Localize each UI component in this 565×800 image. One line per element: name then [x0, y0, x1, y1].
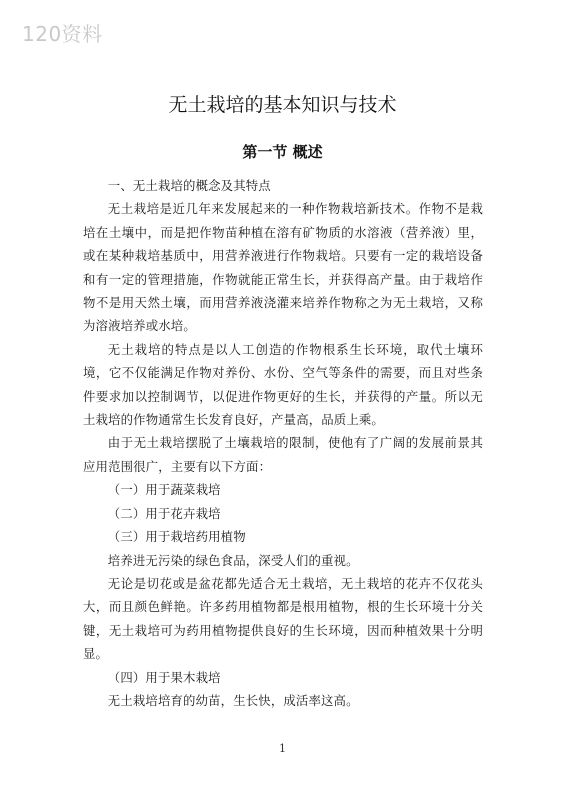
watermark: 120资料 [22, 22, 103, 46]
list-item: （四）用于果木栽培 [107, 669, 221, 685]
list-item: （三）用于栽培药用植物 [107, 529, 246, 545]
paragraph: 无土栽培的特点是以人工创造的作物根系生长环境，取代土壤环境，它不仅能满足作物对养份、水份、空气等条件的需要，而且对些条件要求加以控制调节，以促进作物更好的生长，并获得的产量。所以无土栽培的作物通常生长发育良好，产量高，品质上乘。 [83, 341, 483, 428]
list-item: （一）用于蔬菜栽培 [107, 482, 221, 498]
heading-1: 一、无土栽培的概念及其特点 [107, 178, 271, 193]
paragraph: 无土栽培是近几年来发展起来的一种作物栽培新技术。作物不是栽培在土壤中，而是把作物苗种植在溶有矿物质的水溶液（营养液）里，或在某种栽培基质中，用营养液进行作物栽培。只要有一定的栽培设备和有一定的管理措施，作物就能正常生长，并获得高产量。由于栽培作物不是用天然土壤，而用营养液浇灌来培养作物称之为无土栽培，又称为溶液培养或水培。 [83, 201, 483, 334]
paragraph: 培养进无污染的绿色食品，深受人们的重视。 [107, 552, 359, 568]
page-number: 1 [279, 742, 286, 755]
paragraph: 无论是切花或是盆花都先适合无土栽培，无土栽培的花卉不仅花头大，而且颜色鲜艳。许多药用植物都是根用植物，根的生长环境十分关键，无土栽培可为药用植物提供良好的生长环境，因而种植效果十分明显。 [83, 575, 483, 662]
paragraph: 无土栽培培育的幼苗，生长快，成活率这高。 [107, 692, 359, 708]
document-title: 无土栽培的基本知识与技术 [168, 94, 397, 116]
section-title: 第一节 概述 [242, 143, 323, 161]
list-item: （二）用于花卉栽培 [107, 505, 221, 521]
paragraph: 由于无土栽培摆脱了土壤栽培的限制，使他有了广阔的发展前景其应用范围很广，主要有以下方面： [83, 435, 483, 474]
document-body [83, 174, 483, 712]
